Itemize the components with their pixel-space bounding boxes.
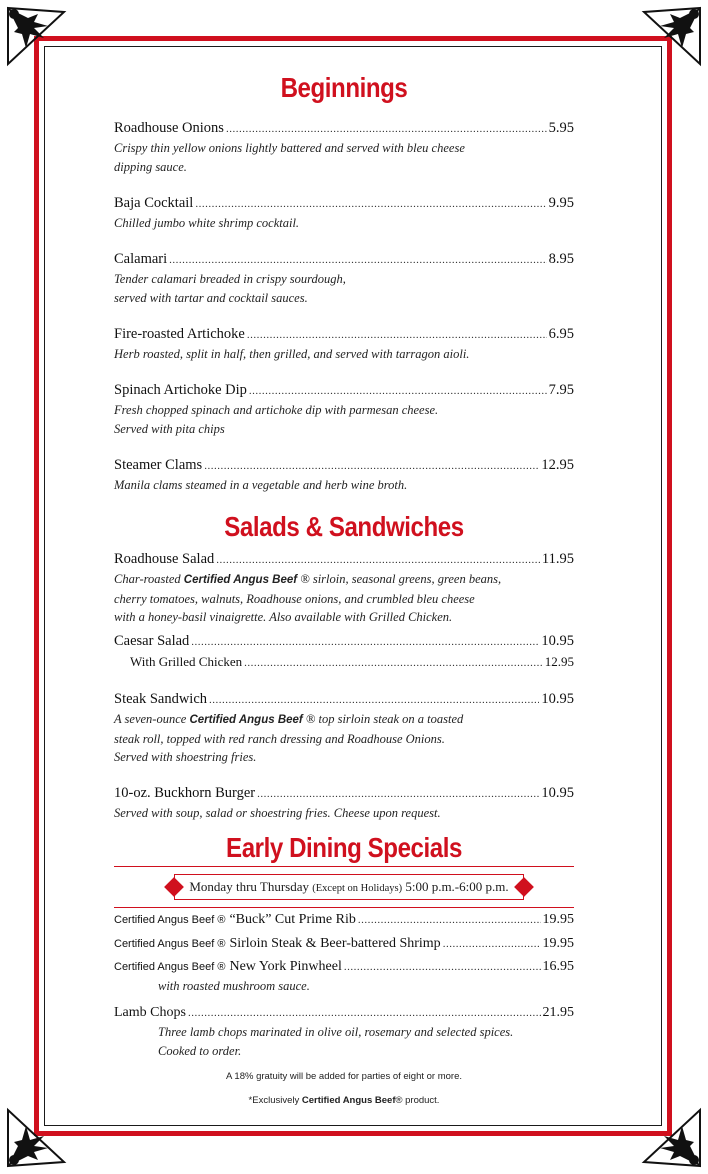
- leader-dots: [344, 958, 541, 977]
- item-description: Fresh chopped spinach and artichoke dip with parmesan cheese.: [114, 403, 439, 417]
- leader-dots: [188, 1004, 541, 1023]
- leader-dots: [244, 654, 543, 673]
- item-price: 10.95: [541, 785, 574, 801]
- menu-item: [114, 550, 574, 627]
- leader-dots: [249, 382, 547, 401]
- leader-dots: [358, 911, 541, 930]
- menu-item: [114, 632, 574, 673]
- item-description: served with tartar and cocktail sauces.: [114, 290, 308, 305]
- early-dining-banner: [174, 874, 524, 900]
- leader-dots: [226, 120, 547, 139]
- brand-prefix: Certified Angus Beef ®: [114, 961, 226, 973]
- brand-text: Certified Angus Beef: [183, 574, 298, 586]
- menu-item: [114, 194, 574, 233]
- item-description: Three lamb chops marinated in olive oil, rosemary and selected spices.: [158, 1025, 514, 1039]
- item-price: 12.95: [541, 457, 574, 473]
- banner-days: Monday thru Thursday: [189, 879, 310, 894]
- menu-item: [114, 784, 574, 823]
- item-price: 19.95: [542, 936, 574, 951]
- item-name: Steak Sandwich: [114, 691, 208, 707]
- item-description: Herb roasted, split in half, then grilled, and served with tarragon aioli.: [114, 347, 470, 361]
- item-price: 10.95: [541, 633, 574, 649]
- leader-dots: [209, 691, 539, 710]
- item-description: Crispy thin yellow onions lightly battered and served with bleu cheese: [114, 141, 465, 155]
- item-description: cherry tomatoes, walnuts, Roadhouse onions, and crumbled bleu cheese: [114, 591, 475, 606]
- item-price: 16.95: [542, 959, 574, 974]
- item-description: with roasted mushroom sauce.: [158, 979, 310, 993]
- item-description: Cooked to order.: [158, 1043, 242, 1058]
- item-name: Roadhouse Salad: [114, 551, 215, 567]
- leader-dots: [169, 251, 546, 270]
- item-price: 5.95: [548, 120, 574, 136]
- menu-item: [114, 119, 574, 176]
- section-title-early-dining: Early Dining Specials: [226, 832, 462, 863]
- desc-text: A seven-ounce: [114, 712, 190, 726]
- item-name: Roadhouse Onions: [114, 120, 224, 136]
- brand-prefix: Certified Angus Beef ®: [114, 914, 226, 926]
- leader-dots: [443, 935, 541, 954]
- item-description: Served with pita chips: [114, 421, 225, 436]
- leader-dots: [216, 551, 540, 570]
- banner-time: 5:00 p.m.-6:00 p.m.: [405, 879, 509, 894]
- item-price: 8.95: [548, 251, 574, 267]
- item-price: 7.95: [548, 382, 574, 398]
- item-name: Sirloin Steak & Beer-battered Shrimp: [229, 936, 441, 951]
- leader-dots: [204, 457, 539, 476]
- section-title-salads: Salads & Sandwiches: [224, 511, 464, 542]
- brand-text: Certified Angus Beef: [301, 1095, 396, 1106]
- menu-item: [114, 381, 574, 438]
- item-name: 10-oz. Buckhorn Burger: [114, 785, 256, 801]
- leader-dots: [191, 633, 539, 652]
- menu-item: [114, 934, 574, 954]
- item-name: Caesar Salad: [114, 633, 190, 649]
- menu-item: [114, 1003, 574, 1060]
- brand-prefix: Certified Angus Beef ®: [114, 938, 226, 950]
- item-subname: With Grilled Chicken: [130, 654, 243, 669]
- item-name: Calamari: [114, 251, 168, 267]
- brand-text: Certified Angus Beef: [189, 714, 303, 726]
- item-price: 19.95: [542, 912, 574, 927]
- item-description: steak roll, topped with red ranch dressing and Roadhouse Onions.: [114, 731, 445, 746]
- item-description: Served with shoestring fries.: [114, 750, 257, 764]
- item-price: 21.95: [542, 1005, 574, 1020]
- corner-ornament-icon: [640, 1106, 704, 1170]
- item-description: with a honey-basil vinaigrette. Also available with Grilled Chicken.: [114, 610, 453, 624]
- item-description: Served with soup, salad or shoestring fries. Cheese upon request.: [114, 806, 441, 820]
- item-description: dipping sauce.: [114, 159, 187, 174]
- item-price: 11.95: [541, 551, 574, 567]
- menu-item: [114, 957, 574, 996]
- item-description: Manila clams steamed in a vegetable and herb wine broth.: [114, 478, 408, 492]
- corner-ornament-icon: [4, 1106, 68, 1170]
- item-description: Tender calamari breaded in crispy sourdough,: [114, 272, 346, 286]
- corner-ornament-icon: [640, 4, 704, 68]
- item-price: 9.95: [548, 195, 574, 211]
- item-description: Chilled jumbo white shrimp cocktail.: [114, 216, 300, 230]
- menu-item: [114, 250, 574, 307]
- desc-text: ® sirloin, seasonal greens, green beans,: [297, 572, 502, 586]
- menu-item: [114, 456, 574, 495]
- item-name: Baja Cocktail: [114, 195, 194, 211]
- item-name: “Buck” Cut Prime Rib: [229, 912, 356, 927]
- leader-dots: [247, 326, 547, 345]
- item-description: [114, 570, 574, 590]
- item-name: Lamb Chops: [114, 1005, 186, 1020]
- item-description: [114, 710, 574, 730]
- banner-exception: (Except on Holidays): [312, 883, 403, 894]
- item-price: 6.95: [548, 326, 574, 342]
- item-price: 10.95: [541, 691, 574, 707]
- desc-text: ® top sirloin steak on a toasted: [302, 712, 464, 726]
- leader-dots: [257, 785, 539, 804]
- exclusive-note: [114, 1095, 574, 1106]
- item-name: Spinach Artichoke Dip: [114, 382, 247, 398]
- leader-dots: [195, 195, 546, 214]
- menu-item: [114, 690, 574, 767]
- item-name: New York Pinwheel: [229, 959, 342, 974]
- desc-text: Char-roasted: [114, 572, 184, 586]
- menu-item: [114, 325, 574, 364]
- corner-ornament-icon: [4, 4, 68, 68]
- note-text: *Exclusively: [248, 1095, 302, 1106]
- note-text: ® product.: [395, 1095, 440, 1106]
- menu-item: [114, 910, 574, 930]
- section-title-beginnings: Beginnings: [280, 72, 408, 103]
- item-name: Steamer Clams: [114, 457, 203, 473]
- item-name: Fire-roasted Artichoke: [114, 326, 245, 342]
- gratuity-note: A 18% gratuity will be added for parties of eight or more.: [225, 1071, 463, 1082]
- item-subprice: 12.95: [544, 654, 574, 669]
